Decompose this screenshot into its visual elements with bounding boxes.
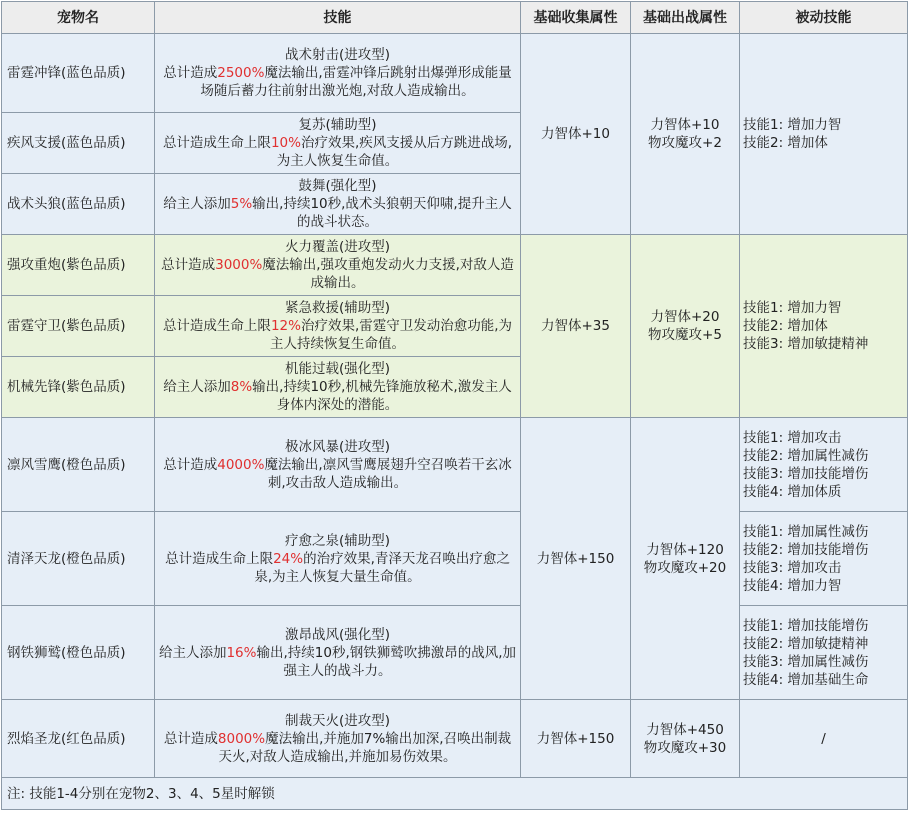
collect-attr-purple: 力智体+35 [521,235,631,418]
table-row [2,606,908,700]
skill-value: 3000% [215,257,263,273]
skill-title: 鼓舞(强化型) [298,178,377,194]
pet-name: 战术头狼(蓝色品质) [2,174,155,235]
skill-title: 战术射击(进攻型) [284,47,391,63]
skill-value: 8000% [217,730,266,747]
skill-title: 复苏(辅助型) [298,117,377,133]
header-battle: 基础出战属性 [631,2,740,34]
skill-desc: 给主人添加16%输出,持续10秒,钢铁狮鹫吹拂激昂的战风,加强主人的战斗力。 [158,644,517,679]
pet-name: 清泽天龙(橙色品质) [2,512,155,606]
table-row [2,418,908,512]
pet-name: 机械先锋(紫色品质) [2,357,155,418]
battle-attr-blue: 力智体+10 物攻魔攻+2 [631,34,740,235]
passive-orange-b: 技能1: 增加属性减伤 技能2: 增加技能增伤 技能3: 增加攻击 技能4: 增加力智 [740,512,908,606]
skill-title: 激昂战风(强化型) [284,626,391,643]
skill-cell [155,113,521,174]
pet-name: 雷霆冲锋(蓝色品质) [2,34,155,113]
skill-cell [155,235,521,296]
skill-title: 制裁天火(进攻型) [284,712,391,729]
skill-value: 10% [270,135,301,151]
skill-desc: 总计造成生命上限10%治疗效果,疾风支援从后方跳进战场,为主人恢复生命值。 [162,135,513,169]
skill-desc: 总计造成生命上限24%的治疗效果,青泽天龙召唤出疗愈之泉,为主人恢复大量生命值。 [165,550,510,585]
collect-attr-orange: 力智体+150 [521,418,631,700]
skill-title: 火力覆盖(进攻型) [284,239,391,255]
pet-name: 雷霆守卫(紫色品质) [2,296,155,357]
skill-value: 8% [230,379,253,395]
passive-red: / [740,700,908,778]
skill-title: 极冰风暴(进攻型) [284,438,391,455]
skill-cell [155,34,521,113]
passive-orange-a: 技能1: 增加攻击 技能2: 增加属性减伤 技能3: 增加技能增伤 技能4: 增加体质 [740,418,908,512]
skill-cell [155,512,521,606]
skill-value: 12% [270,318,301,334]
collect-attr-blue: 力智体+10 [521,34,631,235]
skill-desc: 给主人添加5%输出,持续10秒,战术头狼朝天仰啸,提升主人的战斗状态。 [163,196,512,230]
skill-cell [155,174,521,235]
header-skill: 技能 [155,2,521,34]
skill-title: 机能过载(强化型) [284,361,391,377]
footnote: 注: 技能1-4分别在宠物2、3、4、5星时解锁 [2,778,908,810]
header-passive: 被动技能 [740,2,908,34]
skill-cell [155,700,521,778]
passive-orange-c: 技能1: 增加技能增伤 技能2: 增加敏捷精神 技能3: 增加属性减伤 技能4: 增加基础生命 [740,606,908,700]
pet-name: 烈焰圣龙(红色品质) [2,700,155,778]
battle-attr-purple: 力智体+20 物攻魔攻+5 [631,235,740,418]
pet-name: 凛风雪鹰(橙色品质) [2,418,155,512]
table-row [2,235,908,296]
collect-attr-red: 力智体+150 [521,700,631,778]
battle-attr-red: 力智体+450 物攻魔攻+30 [631,700,740,778]
skill-desc: 总计造成生命上限12%治疗效果,雷霆守卫发动治愈功能,为主人持续恢复生命值。 [162,318,513,352]
note-row [2,778,908,810]
pet-name: 强攻重炮(紫色品质) [2,235,155,296]
skill-title: 疗愈之泉(辅助型) [284,532,391,549]
skill-desc: 总计造成2500%魔法输出,雷霆冲锋后跳射出爆弹形成能量场随后蓄力往前射出激光炮,对敌人造成输出。 [163,65,512,99]
table-row [2,34,908,113]
skill-title: 紧急救援(辅助型) [284,300,391,316]
passive-blue: 技能1: 增加力智 技能2: 增加体 [740,34,908,235]
skill-value: 4000% [217,456,265,473]
header-collect: 基础收集属性 [521,2,631,34]
skill-desc: 给主人添加8%输出,持续10秒,机械先锋施放秘术,激发主人身体内深处的潜能。 [163,379,512,413]
skill-desc: 总计造成3000%魔法输出,强攻重炮发动火力支援,对敌人造成输出。 [161,257,514,291]
pet-table [1,1,908,810]
skill-cell [155,296,521,357]
skill-value: 2500% [217,65,265,81]
passive-purple: 技能1: 增加力智 技能2: 增加体 技能3: 增加敏捷精神 [740,235,908,418]
pet-name: 钢铁狮鹫(橙色品质) [2,606,155,700]
skill-value: 16% [226,644,257,661]
skill-cell [155,418,521,512]
header-row [2,2,908,34]
header-pet: 宠物名 [2,2,155,34]
pet-name: 疾风支援(蓝色品质) [2,113,155,174]
skill-value: 5% [230,196,253,212]
table-row [2,512,908,606]
skill-desc: 总计造成8000%魔法输出,并施加7%输出加深,召唤出制裁天火,对敌人造成输出,并施加易伤效果。 [163,730,512,765]
skill-value: 24% [273,550,304,567]
table-row [2,700,908,778]
skill-cell [155,357,521,418]
skill-cell [155,606,521,700]
skill-desc: 总计造成4000%魔法输出,凛风雪鹰展翅升空召唤若干玄冰刺,攻击敌人造成输出。 [163,456,512,491]
battle-attr-orange: 力智体+120 物攻魔攻+20 [631,418,740,700]
